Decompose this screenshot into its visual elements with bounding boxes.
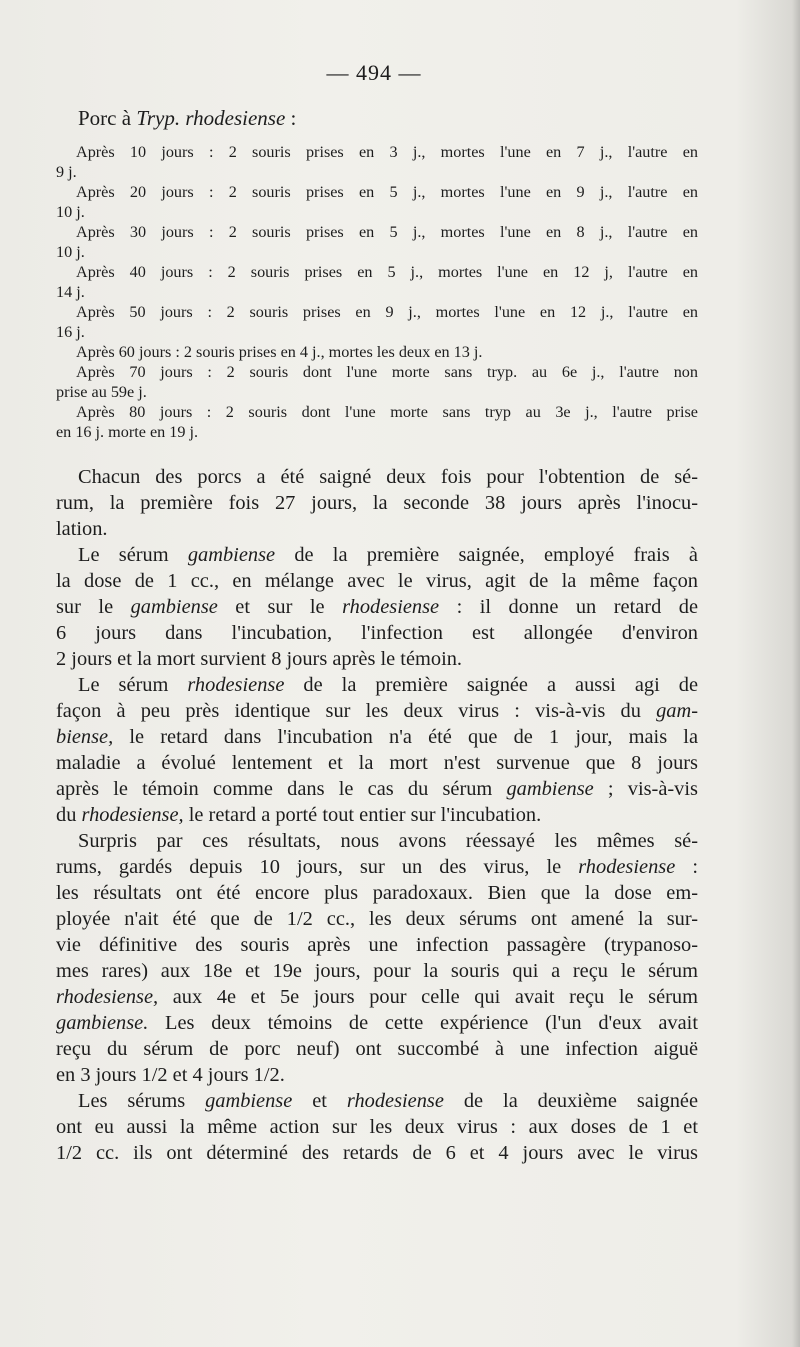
- paragraph-line: Les sérums gambiense et rhodesiense de la deuxième saignée: [78, 1090, 698, 1112]
- paragraph-line: en 3 jours 1/2 et 4 jours 1/2.: [56, 1064, 285, 1086]
- result-line: en 16 j. morte en 19 j.: [56, 423, 199, 441]
- paragraph-line: 6 jours dans l'incubation, l'infection est allongée d'environ: [56, 622, 698, 644]
- paragraph-line: 1/2 cc. ils ont déterminé des retards de 6 et 4 jours avec le virus: [56, 1142, 698, 1164]
- paragraph-line: Le sérum rhodesiense de la première saignée a aussi agi de: [78, 674, 698, 696]
- body-text: [56, 464, 698, 1166]
- paragraph-line: la dose de 1 cc., en mélange avec le virus, agit de la même façon: [56, 570, 698, 592]
- result-line: 9 j.: [56, 163, 77, 181]
- paragraph-line: 2 jours et la mort survient 8 jours après le témoin.: [56, 648, 463, 670]
- result-line: Après 50 jours : 2 souris prises en 9 j., mortes l'une en 12 j., l'autre en: [76, 303, 698, 321]
- paragraph-line: maladie a évolué lentement et la mort n'est survenue que 8 jours: [56, 752, 698, 774]
- result-line: 14 j.: [56, 283, 85, 301]
- paragraph-line: façon à peu près identique sur les deux virus : vis-à-vis du gam-: [56, 700, 698, 722]
- paragraph-line: mes rares) aux 18e et 19e jours, pour la souris qui a reçu le sérum: [56, 960, 698, 982]
- paragraph-line: reçu du sérum de porc neuf) ont succombé à une infection aiguë: [56, 1038, 698, 1060]
- paragraph-line: après le témoin comme dans le cas du sérum gambiense ; vis-à-vis: [56, 778, 698, 800]
- result-line: Après 80 jours : 2 souris dont l'une morte sans tryp au 3e j., l'autre prise: [76, 403, 698, 421]
- result-line: Après 40 jours : 2 souris prises en 5 j., mortes l'une en 12 j, l'autre en: [76, 263, 698, 281]
- paragraph-line: biense, le retard dans l'incubation n'a été que de 1 jour, mais la: [56, 726, 698, 748]
- results-list: [56, 142, 698, 442]
- paragraph-line: vie définitive des souris après une infection passagère (trypanoso-: [56, 934, 698, 956]
- paragraph-line: Le sérum gambiense de la première saignée, employé frais à: [78, 544, 698, 566]
- paragraph-line: lation.: [56, 518, 108, 540]
- result-line: Après 60 jours : 2 souris prises en 4 j., mortes les deux en 13 j.: [76, 343, 483, 361]
- result-line: Après 20 jours : 2 souris prises en 5 j., mortes l'une en 9 j., l'autre en: [76, 183, 698, 201]
- heading-genus: Tryp.: [136, 106, 181, 130]
- paragraph-line: ployée n'ait été que de 1/2 cc., les deux sérums ont amené la sur-: [56, 908, 698, 930]
- paragraph-line: rhodesiense, aux 4e et 5e jours pour celle qui avait reçu le sérum: [56, 986, 698, 1008]
- result-line: Après 70 jours : 2 souris dont l'une morte sans tryp. au 6e j., l'autre non: [76, 363, 698, 381]
- result-line: 10 j.: [56, 203, 85, 221]
- section-heading: [78, 106, 296, 131]
- paragraph-line: rums, gardés depuis 10 jours, sur un des virus, le rhodesiense :: [56, 856, 699, 878]
- paragraph-line: sur le gambiense et sur le rhodesiense : il donne un retard de: [56, 596, 698, 618]
- paragraph-line: ont eu aussi la même action sur les deux virus : aux doses de 1 et: [56, 1116, 698, 1138]
- result-line: 16 j.: [56, 323, 85, 341]
- page-number: — 494 —: [326, 60, 422, 85]
- paragraph-line: rum, la première fois 27 jours, la seconde 38 jours après l'inocu-: [56, 492, 698, 514]
- result-line: Après 10 jours : 2 souris prises en 3 j., mortes l'une en 7 j., l'autre en: [76, 143, 698, 161]
- result-line: 10 j.: [56, 243, 85, 261]
- paragraph-line: gambiense. Les deux témoins de cette expérience (l'un d'eux avait: [56, 1012, 698, 1034]
- heading-prefix: Porc à: [78, 106, 137, 130]
- result-line: Après 30 jours : 2 souris prises en 5 j., mortes l'une en 8 j., l'autre en: [76, 223, 698, 241]
- paragraph-line: du rhodesiense, le retard a porté tout entier sur l'incubation.: [56, 804, 542, 826]
- paragraph-line: Chacun des porcs a été saigné deux fois pour l'obtention de sé-: [78, 466, 698, 488]
- paragraph-line: les résultats ont été encore plus paradoxaux. Bien que la dose em-: [56, 882, 698, 904]
- paragraph-line: Surpris par ces résultats, nous avons réessayé les mêmes sé-: [78, 830, 698, 852]
- heading-species: rhodesiense: [185, 106, 286, 130]
- result-line: prise au 59e j.: [56, 383, 147, 401]
- heading-suffix: :: [285, 106, 297, 130]
